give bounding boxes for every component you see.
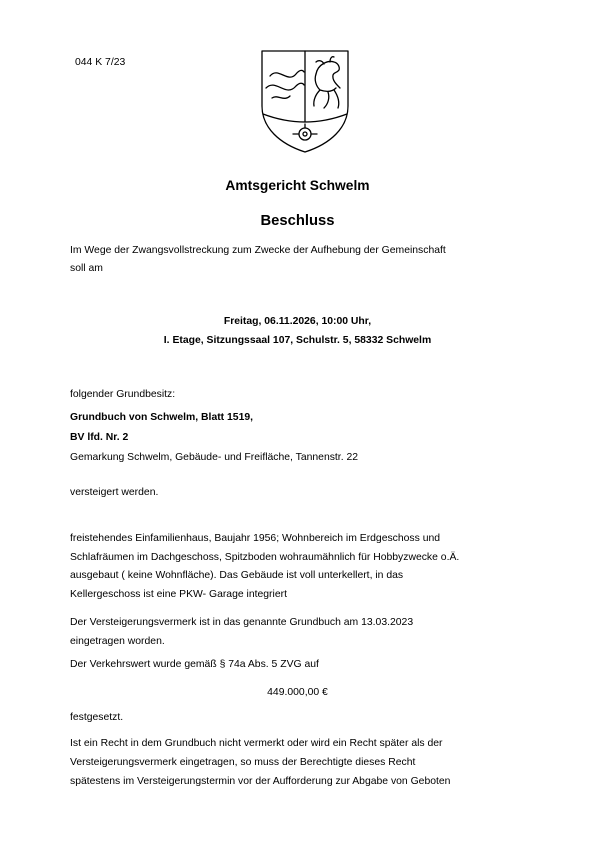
intro-line-1: Im Wege der Zwangsvollstreckung zum Zwecke der Aufhebung der Gemeinschaft	[70, 245, 446, 256]
nrw-coat-of-arms-icon	[258, 48, 352, 154]
court-name: Amtsgericht Schwelm	[225, 178, 370, 193]
description-line-1: freistehendes Einfamilienhaus, Baujahr 1956; Wohnbereich im Erdgeschoss und	[70, 533, 441, 544]
hearing-location: I. Etage, Sitzungssaal 107, Schulstr. 5, 58332 Schwelm	[163, 335, 432, 346]
market-value-line: Der Verkehrswert wurde gemäß § 74a Abs. 5 ZVG auf	[70, 659, 319, 670]
description-line-3: ausgebaut ( keine Wohnfläche). Das Gebäude ist voll unterkellert, in das	[70, 570, 404, 581]
intro-line-2: soll am	[70, 263, 103, 274]
hearing-date-time: Freitag, 06.11.2026, 10:00 Uhr,	[223, 316, 372, 327]
property-intro: folgender Grundbesitz:	[70, 389, 176, 400]
market-value-amount: 449.000,00 €	[267, 687, 328, 698]
note-line-2: eingetragen worden.	[70, 636, 165, 647]
rights-line-2: Versteigerungsvermerk eingetragen, so muss der Berechtigte dieses Recht	[70, 757, 416, 768]
fixed-line: festgesetzt.	[70, 712, 124, 723]
rights-line-1: Ist ein Recht in dem Grundbuch nicht vermerkt oder wird ein Recht später als der	[70, 738, 443, 749]
document-title: Beschluss	[260, 213, 335, 229]
description-line-2: Schlafräumen im Dachgeschoss, Spitzboden wohraumähnlich für Hobbyzwecke o.Ä.	[70, 552, 460, 563]
file-number: 044 K 7/23	[75, 57, 126, 68]
land-register: Grundbuch von Schwelm, Blatt 1519,	[70, 412, 254, 423]
auctioned-line: versteigert werden.	[70, 487, 159, 498]
description-line-4: Kellergeschoss ist eine PKW- Garage integriert	[70, 589, 287, 600]
parcel-description: Gemarkung Schwelm, Gebäude- und Freifläche, Tannenstr. 22	[70, 452, 359, 463]
note-line-1: Der Versteigerungsvermerk ist in das genannte Grundbuch am 13.03.2023	[70, 617, 414, 628]
rights-line-3: spätestens im Versteigerungstermin vor der Aufforderung zur Abgabe von Geboten	[70, 776, 451, 787]
bv-number: BV lfd. Nr. 2	[70, 432, 129, 443]
